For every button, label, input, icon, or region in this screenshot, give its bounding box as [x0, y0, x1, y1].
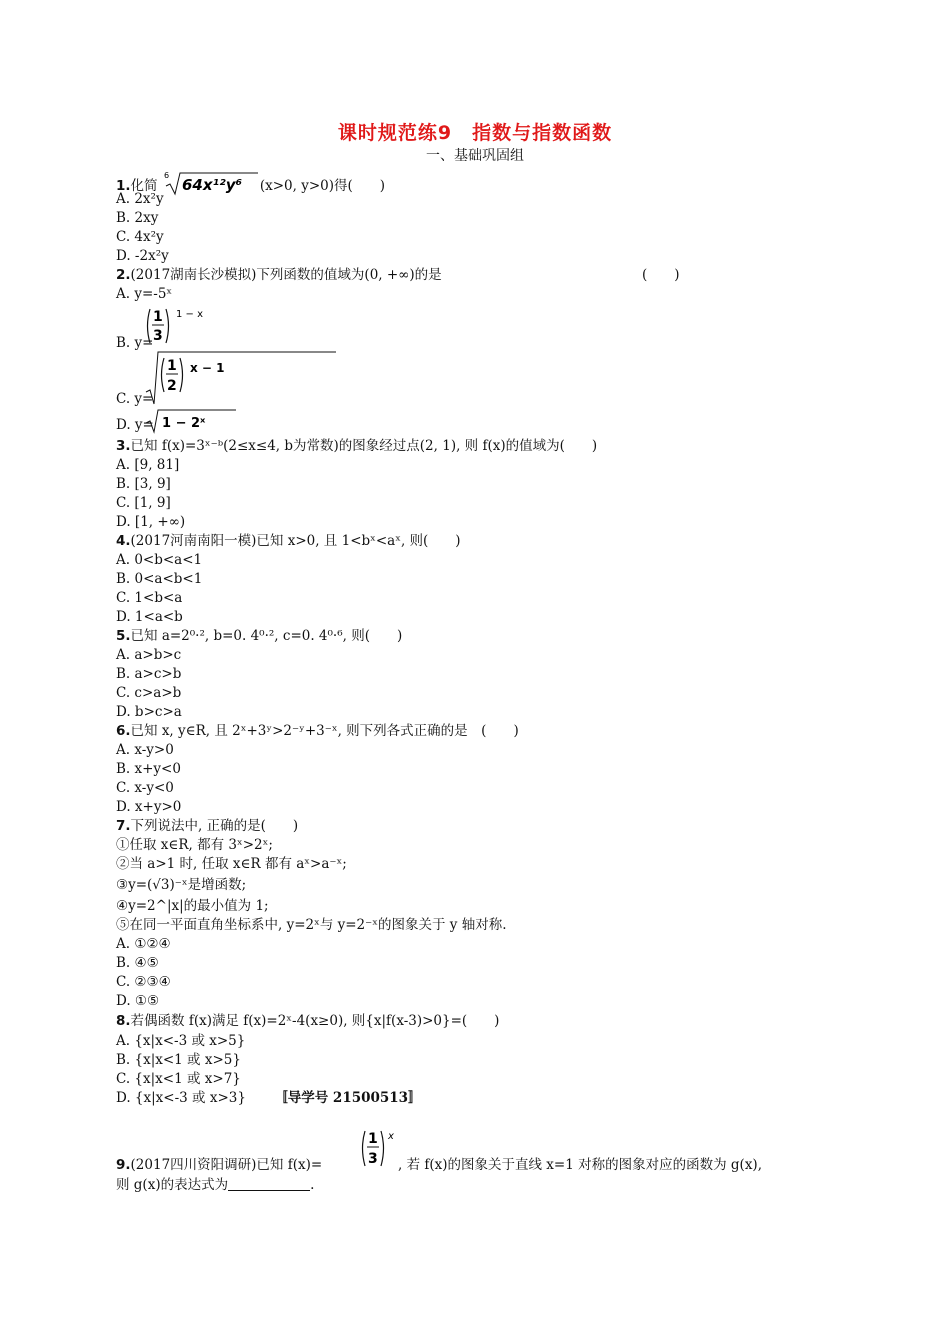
option-4a: A. 0<b<a<1 [116, 552, 203, 568]
option-8c: C. {x|x<1 或 x>7} [116, 1071, 241, 1087]
statement-4: ④y=2^|x|的最小值为 1; [116, 898, 269, 914]
svg-text:3: 3 [368, 1151, 378, 1167]
svg-text:1 − x: 1 − x [176, 309, 204, 320]
svg-text:2: 2 [167, 378, 177, 394]
fraction-power-f [361, 1128, 401, 1174]
root-fraction-c [144, 350, 344, 408]
statement-2: ②当 a>1 时, 任取 x∈R 都有 aˣ>a⁻ˣ; [116, 856, 347, 872]
question-6: 6.已知 x, y∈R, 且 2ˣ+3ʸ>2⁻ʸ+3⁻ˣ, 则下列各式正确的是 ( ) [116, 723, 519, 739]
option-8a: A. {x|x<-3 或 x>5} [116, 1033, 246, 1049]
option-1b: B. 2xy [116, 210, 159, 226]
question-3: 3.已知 f(x)=3ˣ⁻ᵇ(2≤x≤4, b为常数)的图象经过点(2, 1), 则 f(x)的值域为( ) [116, 438, 598, 454]
option-3d: D. [1, +∞) [116, 514, 186, 530]
option-6b: B. x+y<0 [116, 761, 181, 777]
option-6d: D. x+y>0 [116, 799, 182, 815]
option-1d: D. -2x²y [116, 248, 169, 264]
option-4d: D. 1<a<b [116, 609, 183, 625]
option-4b: B. 0<a<b<1 [116, 571, 203, 587]
option-7a: A. ①②④ [116, 936, 171, 952]
option-7b: B. ④⑤ [116, 955, 159, 971]
svg-text:3: 3 [153, 328, 163, 344]
statement-1: ①任取 x∈R, 都有 3ˣ>2ˣ; [116, 837, 273, 853]
fraction-power-b [144, 306, 254, 350]
page-title: 课时规范练9 指数与指数函数 [337, 122, 613, 144]
option-5d: D. b>c>a [116, 704, 182, 720]
root-d [144, 408, 244, 434]
option-6a: A. x-y>0 [116, 742, 174, 758]
option-7c: C. ②③④ [116, 974, 171, 990]
option-8d: D. {x|x<-3 或 x>3} 〚导学号 21500513〛 [116, 1090, 422, 1106]
statement-5: ⑤在同一平面直角坐标系中, y=2ˣ与 y=2⁻ˣ的图象关于 y 轴对称. [116, 917, 507, 933]
root-expression [162, 170, 260, 196]
option-5c: C. c>a>b [116, 685, 182, 701]
option-8b: B. {x|x<1 或 x>5} [116, 1052, 241, 1068]
question-1: 1.化简 6 64x¹²y⁶ (x>0, y>0)得( ) [116, 171, 386, 194]
svg-text:1: 1 [167, 358, 177, 374]
root-index: 6 [163, 171, 169, 180]
option-1c: C. 4x²y [116, 229, 164, 245]
answer-blank[interactable] [228, 1178, 310, 1191]
option-1a: A. 2x²y [116, 191, 164, 207]
svg-text:x − 1: x − 1 [190, 361, 225, 375]
option-4c: C. 1<b<a [116, 590, 183, 606]
radicand: 64x¹²y⁶ [181, 176, 242, 194]
question-2: 2.(2017湖南长沙模拟)下列函数的值域为(0, +∞)的是 [116, 267, 442, 283]
option-6c: C. x-y<0 [116, 780, 174, 796]
option-5b: B. a>c>b [116, 666, 182, 682]
option-3a: A. [9, 81] [116, 457, 180, 473]
question-8: 8.若偶函数 f(x)满足 f(x)=2ˣ-4(x≥0), 则{x|f(x-3)>0}=( ) [116, 1013, 500, 1029]
option-3b: B. [3, 9] [116, 476, 171, 492]
statement-3: ③y=(√3)⁻ˣ是增函数; [116, 877, 247, 893]
question-7: 7.下列说法中, 正确的是( ) [116, 818, 299, 834]
svg-text:1 − 2ˣ: 1 − 2ˣ [162, 416, 206, 431]
document-page: 课时规范练9 指数与指数函数 一、基础巩固组 1.化简 6 64x¹²y⁶ (x>0, y>0)得( ) A. 2x²y B. 2xy C. 4x²y D. -2x²y 2.(2017湖南长沙模拟)下列函数的值域为(0, +∞)的是 ( ) A. y=-5ˣ B. y= 1 3 1 − x C. y= 1 2 x − 1 D. y= 1 − 2ˣ 3.已知 f(x)=3ˣ⁻ᵇ(2≤x≤4, b为常数)的图象经过点(2, 1), 则 f(x)的值域为( ) A. [9, 81] B. [3, 9] C. [1, 9] D. [1, +∞) 4.(2017河南南阳一模)已知 x>0, 且 1<bˣ<aˣ, 则( ) A. 0<b<a<1 B. 0<a<b<1 C. 1<b<a D. 1<a<b 5.已知 a=2⁰·², b=0. 4⁰·², c=0. 4⁰·⁶, 则( ) A. a>b>c B. a>c>b C. c>a>b D. b>c>a 6.已知 x, y∈R, 且 2ˣ+3ʸ>2⁻ʸ+3⁻ˣ, 则下列各式正确的是 ( ) A. x-y>0 B. x+y<0 C. x-y<0 D. x+y>0 7.下列说法中, 正确的是( ) ①任取 x∈R, 都有 3ˣ>2ˣ; ②当 a>1 时, 任取 x∈R 都有 aˣ>a⁻ˣ; ③y=(√3)⁻ˣ是增函数; ④y=2^|x|的最小值为 1; ⑤在同一平面直角坐标系中, y=2ˣ与 y=2⁻ˣ的图象关于 y 轴对称. A. ①②④ B. ④⑤ C. ②③④ D. ①⑤ 8.若偶函数 f(x)满足 f(x)=2ˣ-4(x≥0), 则{x|f(x-3)>0}=( ) A. {x|x<-3 或 x>5} B. {x|x<1 或 x>5} C. {x|x<1 或 x>7} D. {x|x<-3 或 x>3} 〚导学号 21500513〛 9.(2017四川资阳调研)已知 f(x)= 1 3 x , 若 f(x)的图象关于直线 x=1 对称的图象对应的函数为 g(x), 则 g(x)的表达式为 . [0, 0, 950, 1344]
question-9-line-2: 则 g(x)的表达式为 . [116, 1177, 315, 1193]
reference-number: 〚导学号 21500513〛 [274, 1090, 422, 1106]
option-2a: A. y=-5ˣ [116, 286, 173, 302]
svg-text:1: 1 [153, 309, 163, 325]
option-3c: C. [1, 9] [116, 495, 171, 511]
answer-paren-2: ( ) [642, 267, 680, 283]
section-heading: 一、基础巩固组 [426, 148, 524, 164]
option-7d: D. ①⑤ [116, 993, 160, 1009]
question-5: 5.已知 a=2⁰·², b=0. 4⁰·², c=0. 4⁰·⁶, 则( ) [116, 628, 403, 644]
svg-text:x: x [388, 1131, 394, 1142]
svg-text:1: 1 [368, 1131, 378, 1147]
option-5a: A. a>b>c [116, 647, 182, 663]
question-4: 4.(2017河南南阳一模)已知 x>0, 且 1<bˣ<aˣ, 则( ) [116, 533, 461, 549]
